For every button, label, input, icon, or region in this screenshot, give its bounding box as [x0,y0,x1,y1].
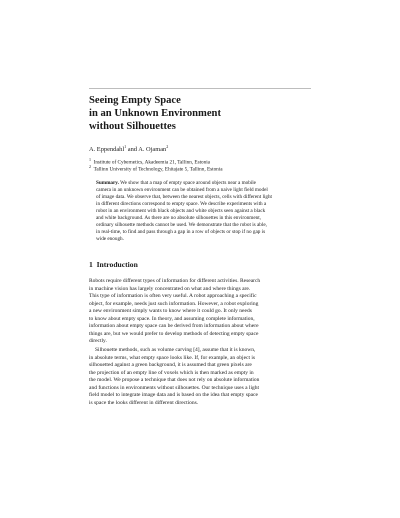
abstract-line: wide enough. [96,236,124,242]
paragraph-line: directly. [89,338,107,344]
title-line: Seeing Empty Space [89,95,181,106]
paragraph-line: Silhouette methods, such as volume carving [4], assume that it is known, [95,347,256,353]
affiliation-number: 1 [89,157,91,162]
section-number: 1 [89,260,93,269]
paragraph-line: in machine vision has largely concentrated on what and where things are. [89,285,251,292]
abstract-line: in different directions correspond to empty space. We describe experiments with a [96,201,267,207]
affiliation-text: Tallinn University of Technology, Ehitajate 5, Tallinn, Estonia [93,166,223,173]
abstract-line: camera in an unknown environment can be obtained from a naive light field model [96,187,268,193]
paragraph-line: a new environment simply wants to know where it could go. It only needs [89,308,252,314]
paragraph-line: object, for example, needs just such information. However, a robot exploring [89,300,259,307]
paragraph-line: silhouetted against a green background, it is assumed that green pixels are [89,362,252,368]
author-list [89,144,168,153]
abstract-line: and white background. As there are no absolute silhouettes in this environment, [96,215,261,221]
section-heading [89,260,138,269]
abstract-line: robot in an environment with black objects and white objects seen against a black [96,208,266,214]
abstract-line: ordinary silhouette methods cannot be used. We demonstrate that the robot is able, [96,222,267,228]
paragraph-line: things are, but we would prefer to develop methods of detecting empty space [89,330,259,337]
affiliation-number: 2 [89,164,91,169]
title-line: without Silhouettes [89,120,176,132]
abstract [96,180,308,243]
paragraph-line: field model to integrate image data and is based on the idea that empty space [89,392,258,398]
affiliation-text: Institute of Cybernetics, Akadeemia 21, Tallinn, Estonia [93,159,210,166]
author-name: A. Eppendahl [89,146,125,154]
abstract-line: of image data. We observe that, between the nearest objects, cells with different light [96,194,272,200]
paragraph-line: is space the looks different in different directions. [89,399,199,406]
paragraph-line: information about empty space can be derived from information about where [89,323,259,329]
section-title: Introduction [96,260,138,269]
paragraph-line: to know about empty space. In theory, and assuming complete information, [89,315,255,322]
paragraph-line: and functions in environments without silhouettes. Our technique uses a light [89,384,260,391]
paragraph-line: in absolute terms, what empty space looks like. If, for example, an object is [89,354,256,361]
paragraph-line: the projection of an empty line of voxels which is then marked as empty in [89,369,254,376]
paragraph-line: the model. We propose a technique that does not rely on absolute information [89,377,260,383]
affiliation [89,164,311,173]
paragraph [89,347,311,407]
author-name: and A. Ojaman [126,146,167,154]
author-affil-mark: 2 [166,144,169,149]
title-line: in an Unknown Environment [89,107,221,119]
abstract-label: Summary. [96,180,119,186]
paragraph-line: Robots require different types of information for different activities. Research [89,278,261,284]
abstract-line: Summary. We show that a map of empty space around objects near a mobile [96,180,256,186]
paragraph-line: This type of information is often very useful. A robot approaching a specific [89,293,257,299]
author-affil-mark: 1 [124,144,127,149]
top-rule [89,88,311,89]
paper-title [89,95,311,133]
paragraph [89,278,311,346]
abstract-line: in real-time, to find and pass through a gap in a row of objects or stop if no gap is [96,229,266,235]
